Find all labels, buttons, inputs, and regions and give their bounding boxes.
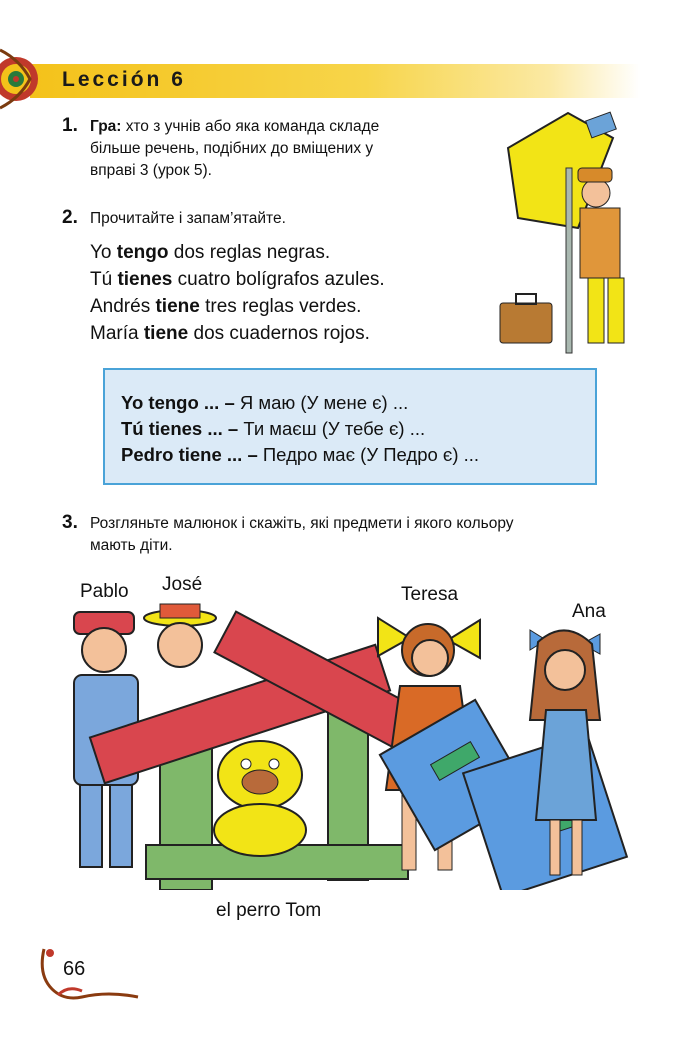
task1-line2: більше речень, подібних до вміщених у [90,140,374,157]
name-pablo: Pablo [80,581,129,602]
boy-with-sheet-illustration [478,108,658,358]
task3-line1: Розгляньте малюнок і скажіть, які предмети і якого кольору [90,515,514,532]
grammar-row: Yo tengo ... – Я маю (У мене є) ... [121,392,409,413]
children-illustration [60,600,660,890]
task3-text [90,513,670,557]
jose-figure [144,604,216,667]
page-number: 66 [63,958,86,980]
grammar-row: Tú tienes ... – Ти маєш (У тебе є) ... [121,418,426,439]
spanish-sentences [90,239,490,347]
task1-text [90,116,475,182]
sentence-line: Yo tengo dos reglas negras. [90,242,331,263]
ornament-icon [0,40,46,118]
name-ana: Ana [572,601,606,622]
grammar-box [103,368,597,485]
task3-number: 3. [62,512,78,533]
sentence-line: Andrés tiene tres reglas verdes. [90,296,362,317]
name-jose: José [162,574,203,595]
grammar-row: Pedro tiene ... – Педро має (У Педро є) ... [121,444,480,465]
task1-line3: вправі 3 (урок 5). [90,162,212,179]
illustration-caption: el perro Tom [216,900,322,921]
lesson-title: Lección 6 [62,68,186,91]
task1-number: 1. [62,115,78,136]
task1-bold-label: Гра: [90,118,122,135]
name-teresa: Teresa [401,584,459,605]
task2-instruction: Прочитайте і запам’ятайте. [90,210,286,227]
dog-tom-figure [214,741,306,856]
sentence-line: María tiene dos cuadernos rojos. [90,323,370,344]
task3-line2: мають діти. [90,537,173,554]
footer-ornament-icon [38,945,148,1015]
task2-number: 2. [62,207,78,228]
sentence-line: Tú tienes cuatro bolígrafos azules. [90,269,385,290]
task1-line1: хто з учнів або яка команда складе [125,118,380,135]
